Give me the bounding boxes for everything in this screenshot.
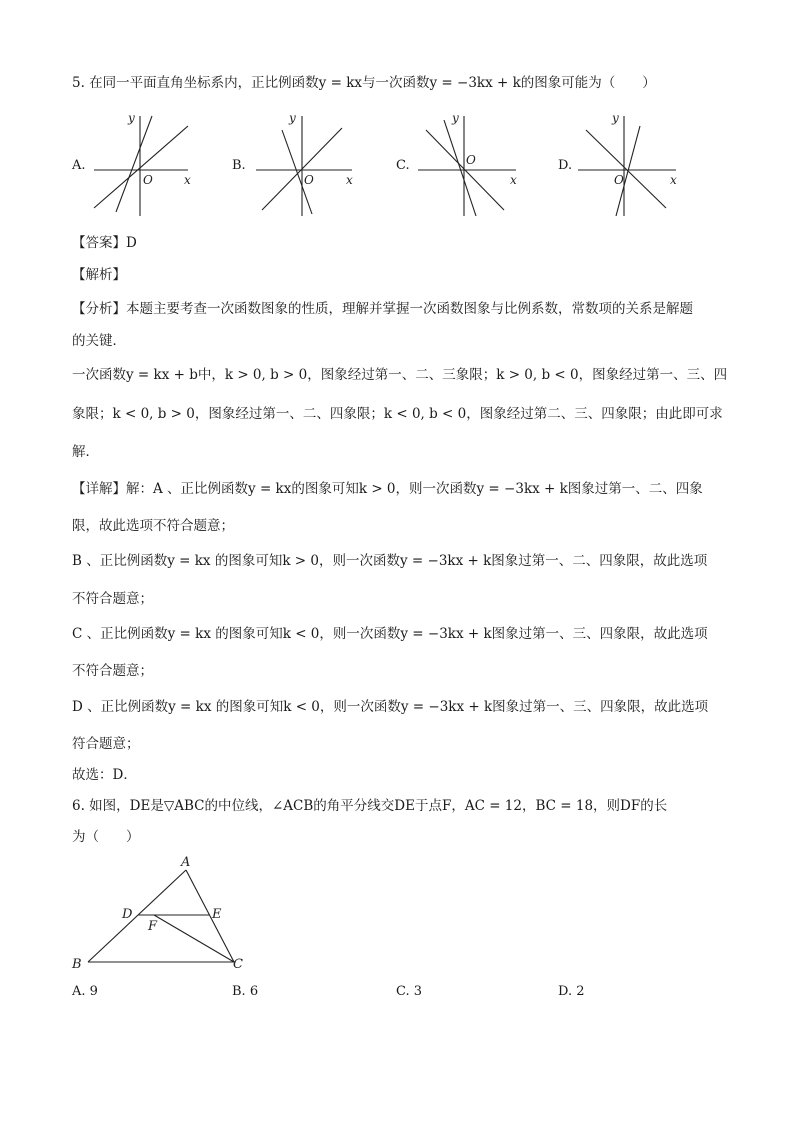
x-axis-label: x xyxy=(184,173,191,187)
proportional-line xyxy=(116,116,152,212)
q6-stem-line-1: 6. 如图，DE是▽ABC的中位线，∠ACB的角平分线交DE于点F，AC = 12，BC = 18，则DF的长 xyxy=(72,798,668,814)
q5-stem: 5. 在同一平面直角坐标系内，正比例函数y = kx与一次函数y = −3kx + k的图象可能为（ ） xyxy=(72,75,656,91)
side-ab xyxy=(88,870,186,962)
q5-graph-c xyxy=(414,108,524,220)
y-axis-label: y xyxy=(128,111,135,125)
label-f: F xyxy=(148,919,158,934)
y-axis-label: y xyxy=(452,111,459,125)
linear-line xyxy=(282,130,312,214)
label-b: B xyxy=(72,957,82,972)
linear-line xyxy=(94,126,188,208)
detail-line-6: 不符合题意； xyxy=(72,663,153,679)
origin-label: O xyxy=(143,173,153,187)
label-a: A xyxy=(181,855,191,870)
q6-choice-c: C. 3 xyxy=(396,984,423,999)
q5-option-b-label: B. xyxy=(232,158,246,173)
analysis-header: 【解析】 xyxy=(72,267,126,283)
proportional-line xyxy=(586,130,666,208)
q5-option-c-label: C. xyxy=(396,158,410,173)
analysis-line-2: 的关键． xyxy=(72,333,126,349)
detail-line-3: B 、正比例函数y = kx 的图象可知k > 0，则一次函数y = −3kx + k图象过第一、二、四象限，故此选项 xyxy=(72,553,708,569)
q6-triangle-figure xyxy=(68,852,258,976)
q5-option-d-label: D. xyxy=(558,158,573,173)
origin-label: O xyxy=(614,173,624,187)
q5-graph-b xyxy=(252,108,362,220)
q5-graph-a xyxy=(88,108,198,220)
origin-label: O xyxy=(466,153,476,167)
detail-line-5: C 、正比例函数y = kx 的图象可知k < 0，则一次函数y = −3kx + k图象过第一、三、四象限，故此选项 xyxy=(72,626,708,642)
q6-choice-a: A. 9 xyxy=(72,984,98,999)
label-d: D xyxy=(122,907,133,922)
q6-stem-line-2: 为（ ） xyxy=(72,829,140,845)
x-axis-label: x xyxy=(510,173,517,187)
answer-line: 【答案】D xyxy=(72,235,137,251)
analysis-line-5: 解． xyxy=(72,444,99,460)
detail-line-2: 限，故此选项不符合题意； xyxy=(72,518,234,534)
q6-choice-d: D. 2 xyxy=(558,984,585,999)
q5-option-a-label: A. xyxy=(72,158,86,173)
linear-line xyxy=(616,126,640,216)
linear-line xyxy=(444,120,476,216)
detail-line-7: D 、正比例函数y = kx 的图象可知k < 0，则一次函数y = −3kx + k图象过第一、三、四象限，故此选项 xyxy=(72,699,709,715)
analysis-line-4: 象限；k < 0, b > 0，图象经过第一、二、四象限；k < 0, b < 0，图象经过第二、三、四象限；由此即可求 xyxy=(72,406,723,422)
q6-choice-b: B. 6 xyxy=(232,984,259,999)
detail-line-9: 故选：D． xyxy=(72,767,137,783)
detail-line-1: 【详解】解：A 、正比例函数y = kx的图象可知k > 0，则一次函数y = −3kx + k图象过第一、二、四象 xyxy=(72,481,703,497)
label-e: E xyxy=(212,907,222,922)
x-axis-label: x xyxy=(346,173,353,187)
origin-label: O xyxy=(304,173,314,187)
y-axis-label: y xyxy=(289,111,296,125)
analysis-line-1: 【分析】本题主要考查一次函数图象的性质，理解并掌握一次函数图象与比例系数，常数项的关系是解题 xyxy=(72,301,693,317)
detail-line-4: 不符合题意； xyxy=(72,591,153,607)
y-axis-label: y xyxy=(612,111,619,125)
label-c: C xyxy=(233,957,243,972)
detail-line-8: 符合题意； xyxy=(72,736,140,752)
x-axis-label: x xyxy=(670,173,677,187)
analysis-line-3: 一次函数y = kx + b中，k > 0, b > 0，图象经过第一、二、三象限；k > 0, b < 0，图象经过第一、三、四 xyxy=(72,367,728,383)
q5-graph-d xyxy=(574,108,684,220)
